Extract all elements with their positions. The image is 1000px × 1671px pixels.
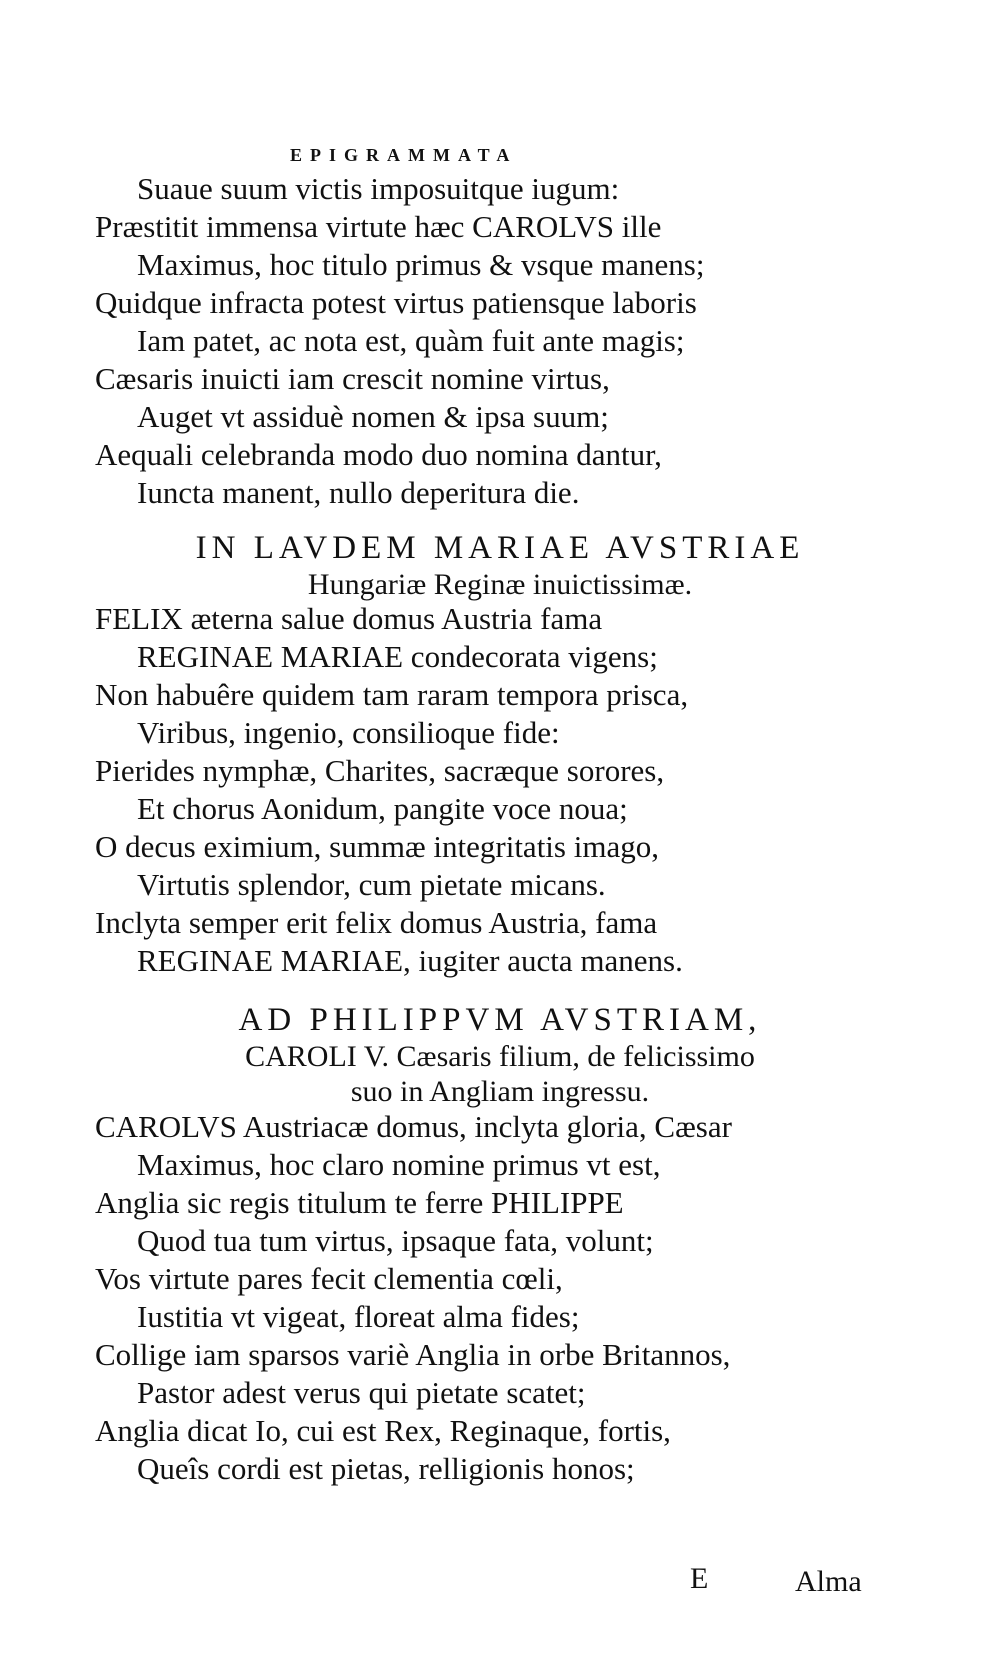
- verse-line: Iam patet, ac nota est, quàm fuit ante magis;: [137, 323, 685, 358]
- verse-line: REGINAE MARIAE, iugiter aucta manens.: [137, 943, 683, 978]
- verse-line: Maximus, hoc claro nomine primus vt est,: [137, 1147, 661, 1182]
- verse-line: Et chorus Aonidum, pangite voce noua;: [137, 791, 628, 826]
- verse-line: FELIX æterna salue domus Austria fama: [95, 601, 603, 636]
- verse-line: Cæsaris inuicti iam crescit nomine virtus,: [95, 361, 610, 396]
- verse-line: Non habuêre quidem tam raram tempora prisca,: [95, 677, 689, 712]
- verse-line: O decus eximium, summæ integritatis imago,: [95, 829, 659, 864]
- poem-3: [95, 1108, 875, 1488]
- verse-line: REGINAE MARIAE condecorata vigens;: [137, 639, 658, 674]
- verse-line: Auget vt assiduè nomen & ipsa suum;: [137, 399, 609, 434]
- poem-3-subtitle-2: suo in Angliam ingressu.: [350, 1075, 650, 1108]
- verse-line: Quidque infracta potest virtus patiensque laboris: [95, 285, 697, 320]
- poem-2: [95, 600, 875, 980]
- verse-line: Collige iam sparsos variè Anglia in orbe Britannos,: [95, 1337, 731, 1372]
- verse-line: Iustitia vt vigeat, floreat alma fides;: [137, 1299, 580, 1334]
- verse-line: Inclyta semper erit felix domus Austria, fama: [95, 905, 658, 940]
- poem-2-title: IN LAVDEM MARIAE AVSTRIAE: [195, 530, 805, 566]
- verse-line: Præstitit immensa virtute hæc CAROLVS ille: [95, 209, 662, 244]
- verse-line: Anglia sic regis titulum te ferre PHILIPPE: [95, 1185, 624, 1220]
- running-head: EPIGRAMMATA: [290, 145, 518, 165]
- verse-line: Maximus, hoc titulo primus & vsque manens;: [137, 247, 705, 282]
- verse-line: Vos virtute pares fecit clementia cœli,: [95, 1261, 563, 1296]
- verse-line: CAROLVS Austriacæ domus, inclyta gloria, Cæsar: [95, 1109, 732, 1144]
- verse-line: Pierides nymphæ, Charites, sacræque sorores,: [95, 753, 665, 788]
- verse-line: Aequali celebranda modo duo nomina dantur,: [95, 437, 662, 472]
- poem-2-subtitle: Hungariæ Reginæ inuictissimæ.: [307, 568, 693, 601]
- verse-line: Iuncta manent, nullo deperitura die.: [137, 475, 580, 510]
- verse-line: Queîs cordi est pietas, relligionis honos;: [137, 1451, 635, 1486]
- verse-line: Quod tua tum virtus, ipsaque fata, volunt;: [137, 1223, 654, 1258]
- signature-mark: E: [690, 1562, 709, 1595]
- poem-3-subtitle-1: CAROLI V. Cæsaris filium, de felicissimo: [245, 1040, 755, 1073]
- catchword: Alma: [795, 1565, 862, 1598]
- verse-line: Pastor adest verus qui pietate scatet;: [137, 1375, 586, 1410]
- poem-1: [95, 170, 875, 512]
- verse-line: Suaue suum victis imposuitque iugum:: [137, 171, 620, 206]
- verse-line: Virtutis splendor, cum pietate micans.: [137, 867, 606, 902]
- verse-line: Viribus, ingenio, consilioque fide:: [137, 715, 560, 750]
- poem-3-title: AD PHILIPPVM AVSTRIAM,: [238, 1002, 762, 1038]
- verse-line: Anglia dicat Io, cui est Rex, Reginaque, fortis,: [95, 1413, 671, 1448]
